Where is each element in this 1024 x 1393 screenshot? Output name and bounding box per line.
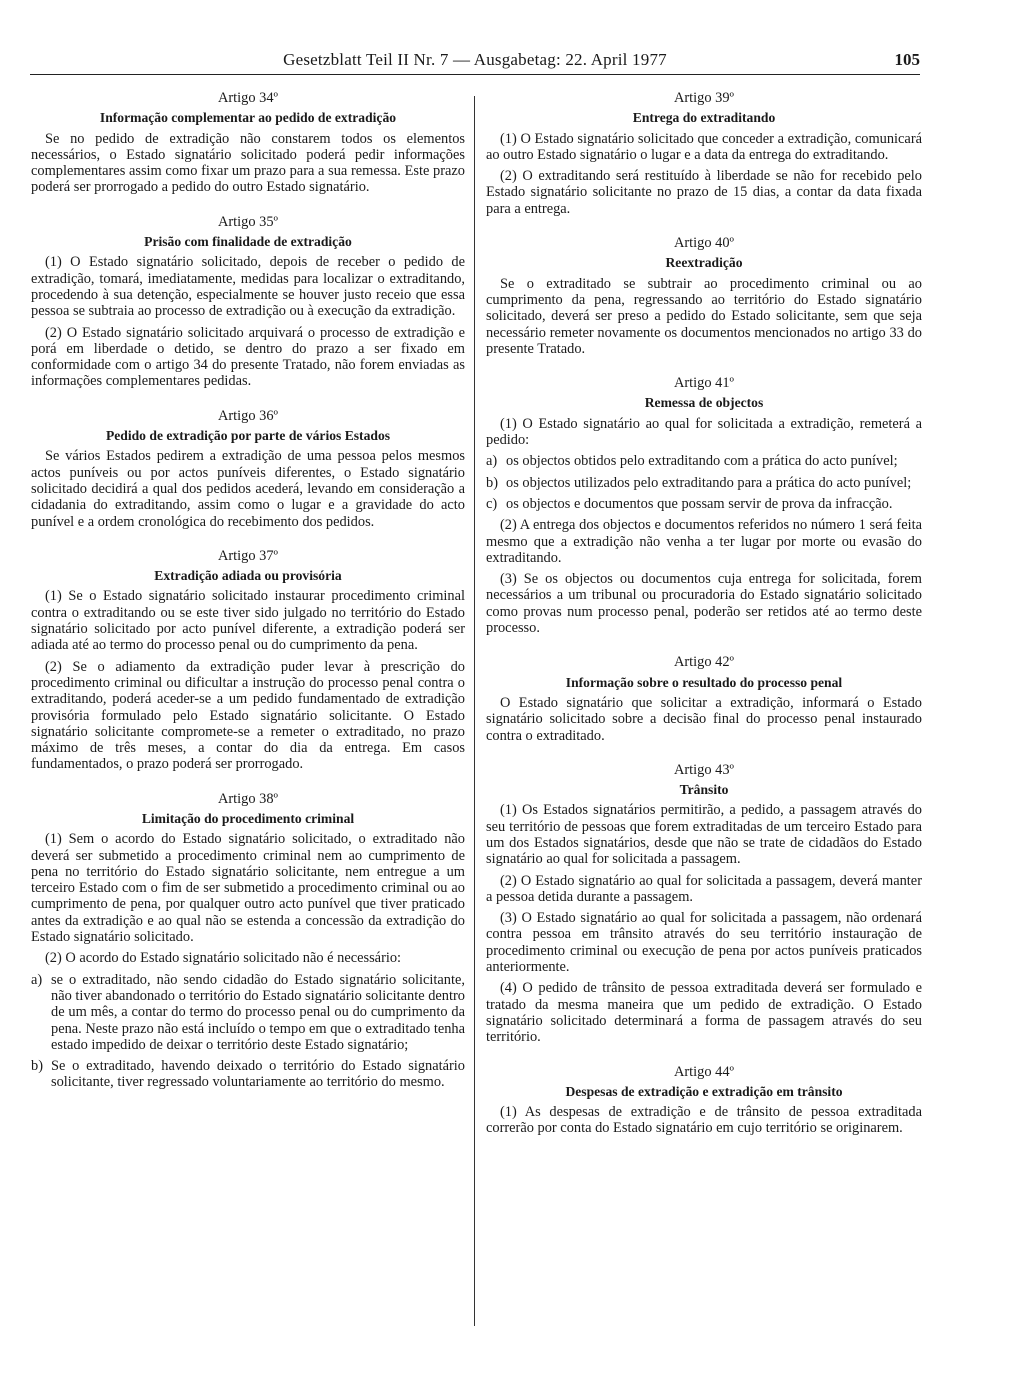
list-item [486,475,922,491]
paragraph: (1) As despesas de extradição e de trânsito de pessoa extraditada correrão por conta do Estado signatário em cujo território se originarem. [486,1104,922,1137]
header-title: Gesetzblatt Teil II Nr. 7 — Ausgabetag: 22. April 1977 [283,50,667,69]
article-title: Artigo 38º [217,790,279,807]
paragraph: (2) O extraditando será restituído à liberdade se não for recebido pelo Estado signatário solicitante no prazo de 15 dias, a contar da data fixada para a entrega. [486,168,922,217]
article-title: Artigo 34º [217,90,279,106]
list-item-text: se o extraditado, não sendo cidadão do Estado signatário solicitante, não tiver abandonado o território do Estado signatário solicitante dentro de um mês, a contar do termo do processo penal ou do cumprimento da pena. Neste prazo não está incluído o tempo em que o extraditado tenha estado impedido de deixar o território deste Estado signatário; [51,971,465,1053]
list-item-text: os objectos obtidos pelo extraditando com a prática do acto punível; [506,453,898,470]
list-marker: a) [31,971,43,988]
paragraph: Se vários Estados pedirem a extradição de uma pessoa pelos mesmos actos puníveis ou por actos puníveis diferentes, o Estado signatário solicitado decidirá a qual dos pedidos acederá, levando em consideração a cidadania do extraditando, assim como o lugar e a gravidade do acto punível e a ordem cronológica do recebimento dos pedidos. [31,448,465,530]
list-item [486,496,922,512]
list-marker: b) [486,474,498,491]
article-38 [31,791,465,1091]
article-35 [31,214,465,390]
article-41 [486,375,922,636]
page-header [30,50,920,75]
article-37 [31,548,465,773]
article-heading: Despesas de extradição e extradição em trânsito [565,1083,843,1099]
article-42 [486,654,922,743]
list-item-text: os objectos e documentos que possam servir de prova da infracção. [506,495,893,512]
list-item [31,1058,465,1091]
paragraph: (1) Se o Estado signatário solicitado instaurar procedimento criminal contra o extraditando ou se este tiver sido julgado no território do Estado signatário solicitado por acto punível diferente, a extradição poderá ser adiada até ao termo do processo penal ou do cumprimento da pena. [31,588,465,654]
list-item-text: os objectos utilizados pelo extraditando para a prática do acto punível; [506,474,912,491]
article-title: Artigo 37º [217,547,279,564]
paragraph: (4) O pedido de trânsito de pessoa extraditada deverá ser formulado e tratado da mesma maneira que um pedido de extradição. O Estado signatário solicitado determinará a forma de passagem através do seu território. [486,980,922,1046]
right-column [486,90,922,1155]
article-heading: Limitação do procedimento criminal [141,810,355,826]
article-heading: Prisão com finalidade de extradição [144,234,352,250]
article-heading: Pedido de extradição por parte de vários Estados [105,428,391,444]
article-heading: Remessa de objectos [644,395,764,411]
article-title: Artigo 43º [673,761,735,778]
article-title: Artigo 39º [673,90,735,106]
paragraph: (1) Sem o acordo do Estado signatário solicitado, o extraditado não deverá ser submetido a procedimento criminal nem ao cumprimento de pena no território do Estado signatário solicitante, nem entregue a um terceiro Estado com o fim de ser submetido a procedimento criminal ou ao cumprimento de pena, por qualquer outro acto punível que tiver praticado antes da extradição e ao qual não se estenda a concessão da extradição do Estado signatário solicitado. [31,831,465,946]
page-number: 105 [894,50,920,69]
paragraph: (2) Se o adiamento da extradição puder levar à prescrição do procedimento criminal ou dificultar a instrução do processo penal contra o extraditando, poderá aceder-se a um pedido fundamentado de extradição provisória formulado pelo Estado signatário solicitante. O Estado signatário solicitante compromete-se a remeter o extraditado, no prazo máximo de três meses, a contar do dia da entrega. Em casos fundamentados, o prazo poderá ser prorrogado. [31,658,465,773]
article-title: Artigo 35º [217,213,279,230]
article-43 [486,762,922,1046]
list-item [31,972,465,1053]
paragraph: (3) O Estado signatário ao qual for solicitada a passagem, não ordenará contra pessoa em trânsito através do seu território instauração de procedimento criminal ou execução de pena por actos puníveis praticados anteriormente. [486,910,922,976]
article-title: Artigo 44º [673,1063,735,1080]
list-marker: a) [486,453,498,470]
article-34 [31,90,465,196]
article-heading: Trânsito [679,782,729,798]
list-marker: b) [31,1058,43,1075]
list-marker: c) [486,495,498,512]
article-heading: Reextradição [665,255,743,271]
column-divider [474,96,475,1326]
paragraph: (1) Os Estados signatários permitirão, a pedido, a passagem através do seu território de pessoas que forem extraditadas de um terceiro Estado para um dos Estados signatários, desde que não se trate de cidadãos do Estado signatário ao qual for solicitada a passagem. [486,802,922,868]
article-44 [486,1064,922,1137]
article-heading: Entrega do extraditando [632,110,776,126]
paragraph: Se no pedido de extradição não constarem todos os elementos necessários, o Estado signatário solicitado poderá pedir informações complementares assim como fixar um prazo para a sua remessa. Este prazo poderá ser prorrogado a pedido do outro Estado signatário. [31,130,465,196]
paragraph: (1) O Estado signatário ao qual for solicitada a extradição, remeterá a pedido: [486,415,922,449]
article-title: Artigo 40º [673,235,735,252]
article-title: Artigo 36º [217,407,279,424]
left-column [31,90,465,1109]
paragraph: Se o extraditado se subtrair ao procedimento criminal ou ao cumprimento da pena, regressando ao território do Estado signatário solicitado, deverá ser preso a pedido do Estado solicitante, sem que seja necessário remeter novamente os documentos mencionados no artigo 33 do presente Tratado. [486,275,922,357]
article-39 [486,90,922,217]
paragraph: (3) Se os objectos ou documentos cuja entrega for solicitada, forem necessários a um tribunal ou procuradoria do Estado signatário solicitado como provas num processo penal, poderão ser retidos até ao termo deste processo. [486,571,922,637]
list-item-text: Se o extraditado, havendo deixado o território do Estado signatário solicitante, tiver regressado voluntariamente ao território do mesmo. [51,1058,465,1091]
list-item [486,453,922,469]
paragraph: O Estado signatário que solicitar a extradição, informará o Estado signatário solicitado sobre a decisão final do processo penal instaurado contra o extraditado. [486,694,922,744]
paragraph: (1) O Estado signatário solicitado, depois de receber o pedido de extradição, tomará, imediatamente, medidas para localizar o extraditando, procedendo à sua detenção, especialmente se houver justo receio que essa pessoa se subtraia ao processo de extradição ou à execução da extradição. [31,254,465,320]
paragraph: (1) O Estado signatário solicitado que conceder a extradição, comunicará ao outro Estado signatário o lugar e a data da entrega do extraditando. [486,130,922,163]
paragraph: (2) A entrega dos objectos e documentos referidos no número 1 será feita mesmo que a extradição não venha a ter lugar por morte ou evasão do extraditando. [486,517,922,566]
paragraph: (2) O Estado signatário ao qual for solicitada a passagem, deverá manter a pessoa detida durante a passagem. [486,872,922,905]
paragraph: (2) O Estado signatário solicitado arquivará o processo de extradição e porá em liberdade o detido, se dentro do prazo a ser fixado em conformidade com o artigo 34 do presente Tratado, não forem enviadas as informações complementares pedidas. [31,324,465,390]
article-40 [486,235,922,357]
paragraph: (2) O acordo do Estado signatário solicitado não é necessário: [45,950,402,967]
article-heading: Informação sobre o resultado do processo penal [565,674,843,690]
article-36 [31,408,465,530]
article-title: Artigo 41º [673,375,735,392]
article-heading: Informação complementar ao pedido de extradição [99,110,397,126]
article-heading: Extradição adiada ou provisória [154,568,342,584]
article-title: Artigo 42º [673,654,735,671]
